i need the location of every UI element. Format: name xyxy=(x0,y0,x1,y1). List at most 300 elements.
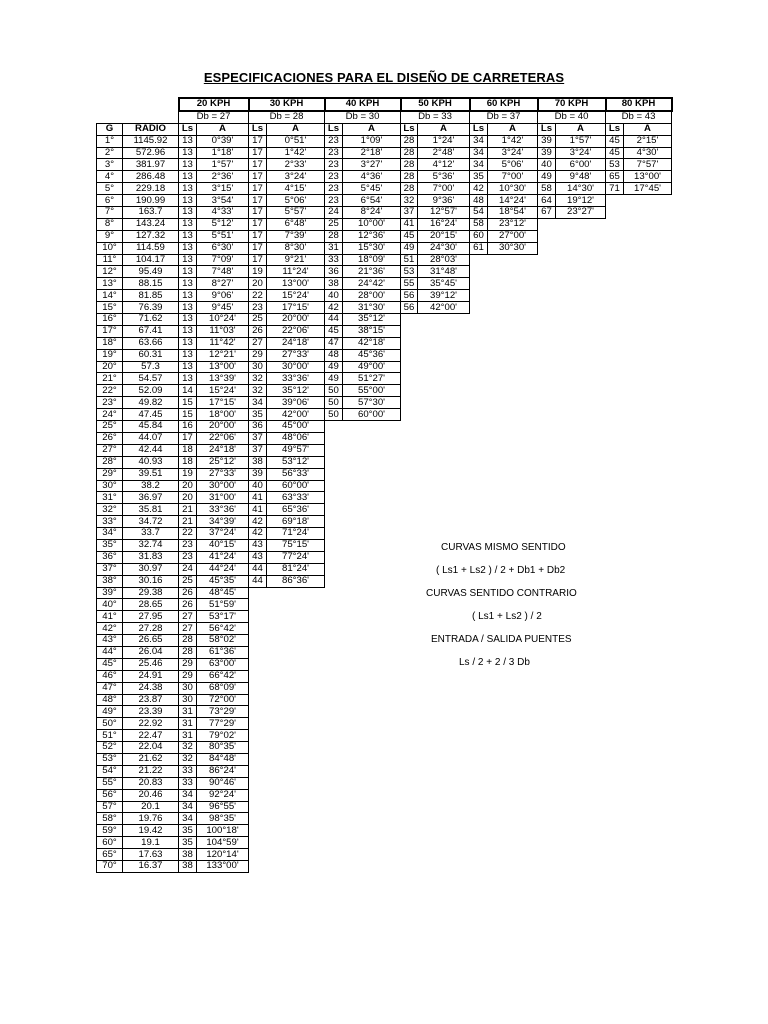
empty-cell xyxy=(556,492,606,504)
empty-cell xyxy=(488,551,538,563)
ls-cell: 23 xyxy=(325,171,343,183)
radio-cell: 26.65 xyxy=(123,635,179,647)
radio-cell: 23.39 xyxy=(123,706,179,718)
empty-cell xyxy=(556,753,606,765)
empty-cell xyxy=(538,314,556,326)
empty-cell xyxy=(556,218,606,230)
ls-cell: 36 xyxy=(325,266,343,278)
ls-cell: 13 xyxy=(179,195,197,207)
a-cell: 45°35' xyxy=(197,575,249,587)
empty-cell xyxy=(343,730,401,742)
empty-cell xyxy=(267,599,325,611)
a-cell: 22°06' xyxy=(267,325,325,337)
g-cell: 1° xyxy=(97,135,123,147)
a-cell: 44°24' xyxy=(197,563,249,575)
a-cell: 18°09' xyxy=(343,254,401,266)
empty-cell xyxy=(624,290,672,302)
a-header: A xyxy=(267,123,325,135)
a-cell: 15°30' xyxy=(343,242,401,254)
a-cell: 17°15' xyxy=(267,302,325,314)
a-cell: 27°33' xyxy=(267,349,325,361)
table-row xyxy=(97,789,672,801)
table-row xyxy=(97,504,672,516)
a-cell: 7°09' xyxy=(197,254,249,266)
empty-cell xyxy=(267,789,325,801)
empty-cell xyxy=(418,753,470,765)
empty-cell xyxy=(556,468,606,480)
empty-cell xyxy=(470,670,488,682)
ls-cell: 42 xyxy=(249,516,267,528)
empty-cell xyxy=(401,528,418,540)
g-cell: 55° xyxy=(97,777,123,789)
empty-cell xyxy=(470,504,488,516)
empty-cell xyxy=(343,646,401,658)
a-cell: 0°39' xyxy=(197,135,249,147)
g-cell: 33° xyxy=(97,516,123,528)
empty-cell xyxy=(624,480,672,492)
empty-cell xyxy=(249,861,267,873)
empty-cell xyxy=(488,266,538,278)
empty-cell xyxy=(538,456,556,468)
table-row xyxy=(97,611,672,623)
ls-cell: 34 xyxy=(179,813,197,825)
a-cell: 15°24' xyxy=(267,290,325,302)
ls-cell: 38 xyxy=(179,861,197,873)
empty-cell xyxy=(418,349,470,361)
empty-cell xyxy=(624,444,672,456)
a-cell: 5°57' xyxy=(267,207,325,219)
ls-cell: 50 xyxy=(325,385,343,397)
a-cell: 9°06' xyxy=(197,290,249,302)
g-cell: 37° xyxy=(97,563,123,575)
ls-cell: 23 xyxy=(325,159,343,171)
table-row xyxy=(97,563,672,575)
empty-cell xyxy=(556,551,606,563)
g-cell: 58° xyxy=(97,813,123,825)
g-cell: 57° xyxy=(97,801,123,813)
table-row xyxy=(97,373,672,385)
radio-cell: 21.62 xyxy=(123,753,179,765)
empty-cell xyxy=(556,611,606,623)
empty-cell xyxy=(401,825,418,837)
empty-cell xyxy=(418,706,470,718)
g-cell: 16° xyxy=(97,314,123,326)
empty-cell xyxy=(418,504,470,516)
empty-cell xyxy=(606,337,624,349)
empty-cell xyxy=(624,813,672,825)
a-cell: 3°54' xyxy=(197,195,249,207)
ls-cell: 17 xyxy=(249,218,267,230)
empty-cell xyxy=(624,706,672,718)
empty-cell xyxy=(418,849,470,861)
empty-cell xyxy=(488,456,538,468)
empty-cell xyxy=(606,218,624,230)
ls-cell: 32 xyxy=(179,753,197,765)
empty-cell xyxy=(470,373,488,385)
empty-cell xyxy=(488,861,538,873)
empty-cell xyxy=(488,777,538,789)
a-cell: 7°57' xyxy=(624,159,672,171)
table-row xyxy=(97,825,672,837)
empty-cell xyxy=(401,670,418,682)
empty-cell xyxy=(343,682,401,694)
empty-cell xyxy=(418,813,470,825)
empty-cell xyxy=(249,813,267,825)
a-cell: 42°00' xyxy=(267,409,325,421)
empty-cell xyxy=(556,694,606,706)
empty-cell xyxy=(538,623,556,635)
empty-cell xyxy=(418,528,470,540)
a-cell: 45°00' xyxy=(267,421,325,433)
radio-cell: 47.45 xyxy=(123,409,179,421)
empty-cell xyxy=(606,646,624,658)
empty-cell xyxy=(249,682,267,694)
empty-cell xyxy=(401,314,418,326)
a-cell: 1°42' xyxy=(267,147,325,159)
empty-cell xyxy=(325,718,343,730)
ls-cell: 38 xyxy=(179,849,197,861)
empty-cell xyxy=(624,646,672,658)
empty-cell xyxy=(556,504,606,516)
g-cell: 8° xyxy=(97,218,123,230)
g-cell: 38° xyxy=(97,575,123,587)
empty-cell xyxy=(418,801,470,813)
ls-cell: 28 xyxy=(401,183,418,195)
a-cell: 60°00' xyxy=(343,409,401,421)
empty-cell xyxy=(470,468,488,480)
empty-cell xyxy=(325,861,343,873)
ls-cell: 13 xyxy=(179,373,197,385)
empty-cell xyxy=(606,623,624,635)
empty-cell xyxy=(401,480,418,492)
empty-cell xyxy=(470,516,488,528)
radio-cell: 39.51 xyxy=(123,468,179,480)
ls-cell: 49 xyxy=(325,361,343,373)
empty-cell xyxy=(556,254,606,266)
empty-cell xyxy=(606,492,624,504)
empty-cell xyxy=(401,611,418,623)
a-cell: 7°00' xyxy=(488,171,538,183)
radio-cell: 30.97 xyxy=(123,563,179,575)
ls-cell: 64 xyxy=(538,195,556,207)
empty-cell xyxy=(624,777,672,789)
radio-cell: 32.74 xyxy=(123,539,179,551)
g-cell: 11° xyxy=(97,254,123,266)
empty-cell xyxy=(401,563,418,575)
table-row xyxy=(97,135,672,147)
empty-cell xyxy=(470,623,488,635)
ls-cell: 29 xyxy=(179,658,197,670)
ls-cell: 13 xyxy=(179,147,197,159)
ls-cell: 19 xyxy=(249,266,267,278)
empty-cell xyxy=(488,468,538,480)
table-row xyxy=(97,147,672,159)
empty-cell xyxy=(556,325,606,337)
table-row xyxy=(97,753,672,765)
empty-cell xyxy=(470,278,488,290)
empty-cell xyxy=(325,444,343,456)
g-cell: 49° xyxy=(97,706,123,718)
empty-cell xyxy=(267,813,325,825)
g-cell: 48° xyxy=(97,694,123,706)
a-header: A xyxy=(343,123,401,135)
empty-cell xyxy=(249,670,267,682)
empty-cell xyxy=(606,504,624,516)
empty-cell xyxy=(401,682,418,694)
a-cell: 66°42' xyxy=(197,670,249,682)
ls-cell: 26 xyxy=(179,587,197,599)
table-row xyxy=(97,635,672,647)
empty-cell xyxy=(401,623,418,635)
a-cell: 68°09' xyxy=(197,682,249,694)
g-cell: 15° xyxy=(97,302,123,314)
ls-cell: 32 xyxy=(179,742,197,754)
empty-cell xyxy=(343,789,401,801)
empty-cell xyxy=(401,575,418,587)
empty-cell xyxy=(624,753,672,765)
g-cell: 25° xyxy=(97,421,123,433)
empty-cell xyxy=(343,777,401,789)
ls-cell: 41 xyxy=(249,492,267,504)
table-row xyxy=(97,551,672,563)
g-cell: 19° xyxy=(97,349,123,361)
empty-cell xyxy=(401,456,418,468)
empty-cell xyxy=(325,480,343,492)
table-row xyxy=(97,539,672,551)
empty-cell xyxy=(624,837,672,849)
ls-cell: 17 xyxy=(249,195,267,207)
g-cell: 18° xyxy=(97,337,123,349)
empty-cell xyxy=(343,694,401,706)
empty-cell xyxy=(343,516,401,528)
g-cell: 13° xyxy=(97,278,123,290)
empty-cell xyxy=(267,718,325,730)
ls-cell: 45 xyxy=(606,135,624,147)
a-cell: 42°00' xyxy=(418,302,470,314)
empty-cell xyxy=(325,682,343,694)
empty-cell xyxy=(401,349,418,361)
ls-cell: 13 xyxy=(179,325,197,337)
ls-cell: 13 xyxy=(179,266,197,278)
empty-cell xyxy=(470,813,488,825)
empty-cell xyxy=(624,230,672,242)
ls-cell: 34 xyxy=(470,147,488,159)
note-contrario-title: CURVAS SENTIDO CONTRARIO xyxy=(426,588,577,599)
table-row xyxy=(97,516,672,528)
ls-cell: 33 xyxy=(179,765,197,777)
empty-cell xyxy=(267,753,325,765)
g-cell: 51° xyxy=(97,730,123,742)
empty-cell xyxy=(343,480,401,492)
empty-cell xyxy=(249,646,267,658)
g-cell: 60° xyxy=(97,837,123,849)
a-cell: 24°18' xyxy=(267,337,325,349)
empty-cell xyxy=(606,302,624,314)
table-row xyxy=(97,302,672,314)
ls-cell: 25 xyxy=(179,575,197,587)
empty-cell xyxy=(401,432,418,444)
empty-cell xyxy=(418,551,470,563)
ls-cell: 34 xyxy=(470,159,488,171)
ls-cell: 65 xyxy=(606,171,624,183)
empty-cell xyxy=(556,789,606,801)
empty-cell xyxy=(470,325,488,337)
g-cell: 47° xyxy=(97,682,123,694)
table-row xyxy=(97,230,672,242)
ls-cell: 23 xyxy=(325,195,343,207)
ls-cell: 60 xyxy=(470,230,488,242)
ls-cell: 35 xyxy=(470,171,488,183)
ls-cell: 58 xyxy=(538,183,556,195)
empty-cell xyxy=(401,397,418,409)
a-cell: 30°00' xyxy=(267,361,325,373)
empty-cell xyxy=(624,635,672,647)
empty-cell xyxy=(325,468,343,480)
empty-cell xyxy=(538,409,556,421)
empty-cell xyxy=(418,361,470,373)
g-cell: 54° xyxy=(97,765,123,777)
ls-header: Ls xyxy=(249,123,267,135)
empty-cell xyxy=(325,528,343,540)
empty-cell xyxy=(538,528,556,540)
ls-cell: 26 xyxy=(249,325,267,337)
a-cell: 22°06' xyxy=(197,432,249,444)
empty-cell xyxy=(538,718,556,730)
g-cell: 23° xyxy=(97,397,123,409)
ls-cell: 23 xyxy=(249,302,267,314)
empty-cell xyxy=(267,706,325,718)
ls-cell: 13 xyxy=(179,254,197,266)
ls-cell: 21 xyxy=(179,504,197,516)
ls-cell: 13 xyxy=(179,171,197,183)
table-row xyxy=(97,742,672,754)
table-row xyxy=(97,492,672,504)
empty-cell xyxy=(538,789,556,801)
table-row xyxy=(97,385,672,397)
empty-cell xyxy=(343,492,401,504)
empty-cell xyxy=(538,218,556,230)
empty-cell xyxy=(418,444,470,456)
empty-cell xyxy=(538,765,556,777)
empty-cell xyxy=(470,421,488,433)
ls-cell: 30 xyxy=(179,694,197,706)
ls-cell: 13 xyxy=(179,242,197,254)
ls-cell: 39 xyxy=(538,147,556,159)
empty-cell xyxy=(556,658,606,670)
empty-cell xyxy=(538,551,556,563)
a-cell: 10°24' xyxy=(197,314,249,326)
empty-cell xyxy=(606,813,624,825)
empty-cell xyxy=(556,397,606,409)
a-cell: 40°15' xyxy=(197,539,249,551)
ls-cell: 33 xyxy=(179,777,197,789)
empty-cell xyxy=(343,623,401,635)
empty-cell xyxy=(624,516,672,528)
a-cell: 75°15' xyxy=(267,539,325,551)
g-cell: 65° xyxy=(97,849,123,861)
a-cell: 1°09' xyxy=(343,135,401,147)
empty-cell xyxy=(470,599,488,611)
empty-cell xyxy=(624,563,672,575)
empty-cell xyxy=(401,706,418,718)
empty-cell xyxy=(606,789,624,801)
radio-cell: 76.39 xyxy=(123,302,179,314)
empty-cell xyxy=(556,813,606,825)
empty-cell xyxy=(470,801,488,813)
ls-cell: 27 xyxy=(179,611,197,623)
empty-cell xyxy=(538,325,556,337)
empty-cell xyxy=(624,218,672,230)
empty-cell xyxy=(470,432,488,444)
db-header: Db = 27 xyxy=(179,111,249,123)
empty-cell xyxy=(267,623,325,635)
empty-cell xyxy=(606,742,624,754)
empty-cell xyxy=(249,718,267,730)
a-cell: 8°24' xyxy=(343,207,401,219)
empty-cell xyxy=(488,314,538,326)
empty-cell xyxy=(488,528,538,540)
empty-cell xyxy=(624,730,672,742)
a-cell: 77°24' xyxy=(267,551,325,563)
db-header: Db = 30 xyxy=(325,111,401,123)
empty-cell xyxy=(470,753,488,765)
radio-cell: 286.48 xyxy=(123,171,179,183)
empty-cell xyxy=(488,409,538,421)
empty-cell xyxy=(267,801,325,813)
ls-cell: 26 xyxy=(179,599,197,611)
a-cell: 39°12' xyxy=(418,290,470,302)
a-cell: 56°42' xyxy=(197,623,249,635)
empty-cell xyxy=(624,254,672,266)
a-cell: 1°42' xyxy=(488,135,538,147)
a-cell: 8°27' xyxy=(197,278,249,290)
ls-cell: 20 xyxy=(179,480,197,492)
table-row xyxy=(97,480,672,492)
speed-header: 30 KPH xyxy=(249,98,325,111)
ls-cell: 13 xyxy=(179,159,197,171)
ls-header: Ls xyxy=(179,123,197,135)
a-cell: 63°33' xyxy=(267,492,325,504)
radio-cell: 95.49 xyxy=(123,266,179,278)
empty-cell xyxy=(418,432,470,444)
radio-cell: 19.42 xyxy=(123,825,179,837)
radio-cell: 67.41 xyxy=(123,325,179,337)
empty-cell xyxy=(470,337,488,349)
empty-cell xyxy=(470,480,488,492)
empty-cell xyxy=(488,730,538,742)
empty-cell xyxy=(606,801,624,813)
ls-cell: 13 xyxy=(179,361,197,373)
header-row-columns xyxy=(97,123,672,135)
empty-cell xyxy=(606,635,624,647)
a-cell: 3°24' xyxy=(556,147,606,159)
empty-cell xyxy=(538,575,556,587)
speed-header: 50 KPH xyxy=(401,98,470,111)
a-cell: 48°06' xyxy=(267,432,325,444)
design-spec-table xyxy=(96,97,673,873)
empty-cell xyxy=(249,765,267,777)
empty-cell xyxy=(325,575,343,587)
radio-cell: 36.97 xyxy=(123,492,179,504)
empty-cell xyxy=(470,409,488,421)
empty-cell xyxy=(624,694,672,706)
g-cell: 14° xyxy=(97,290,123,302)
empty-cell xyxy=(418,789,470,801)
empty-cell xyxy=(325,611,343,623)
empty-cell xyxy=(325,563,343,575)
empty-cell xyxy=(606,409,624,421)
a-cell: 72°00' xyxy=(197,694,249,706)
